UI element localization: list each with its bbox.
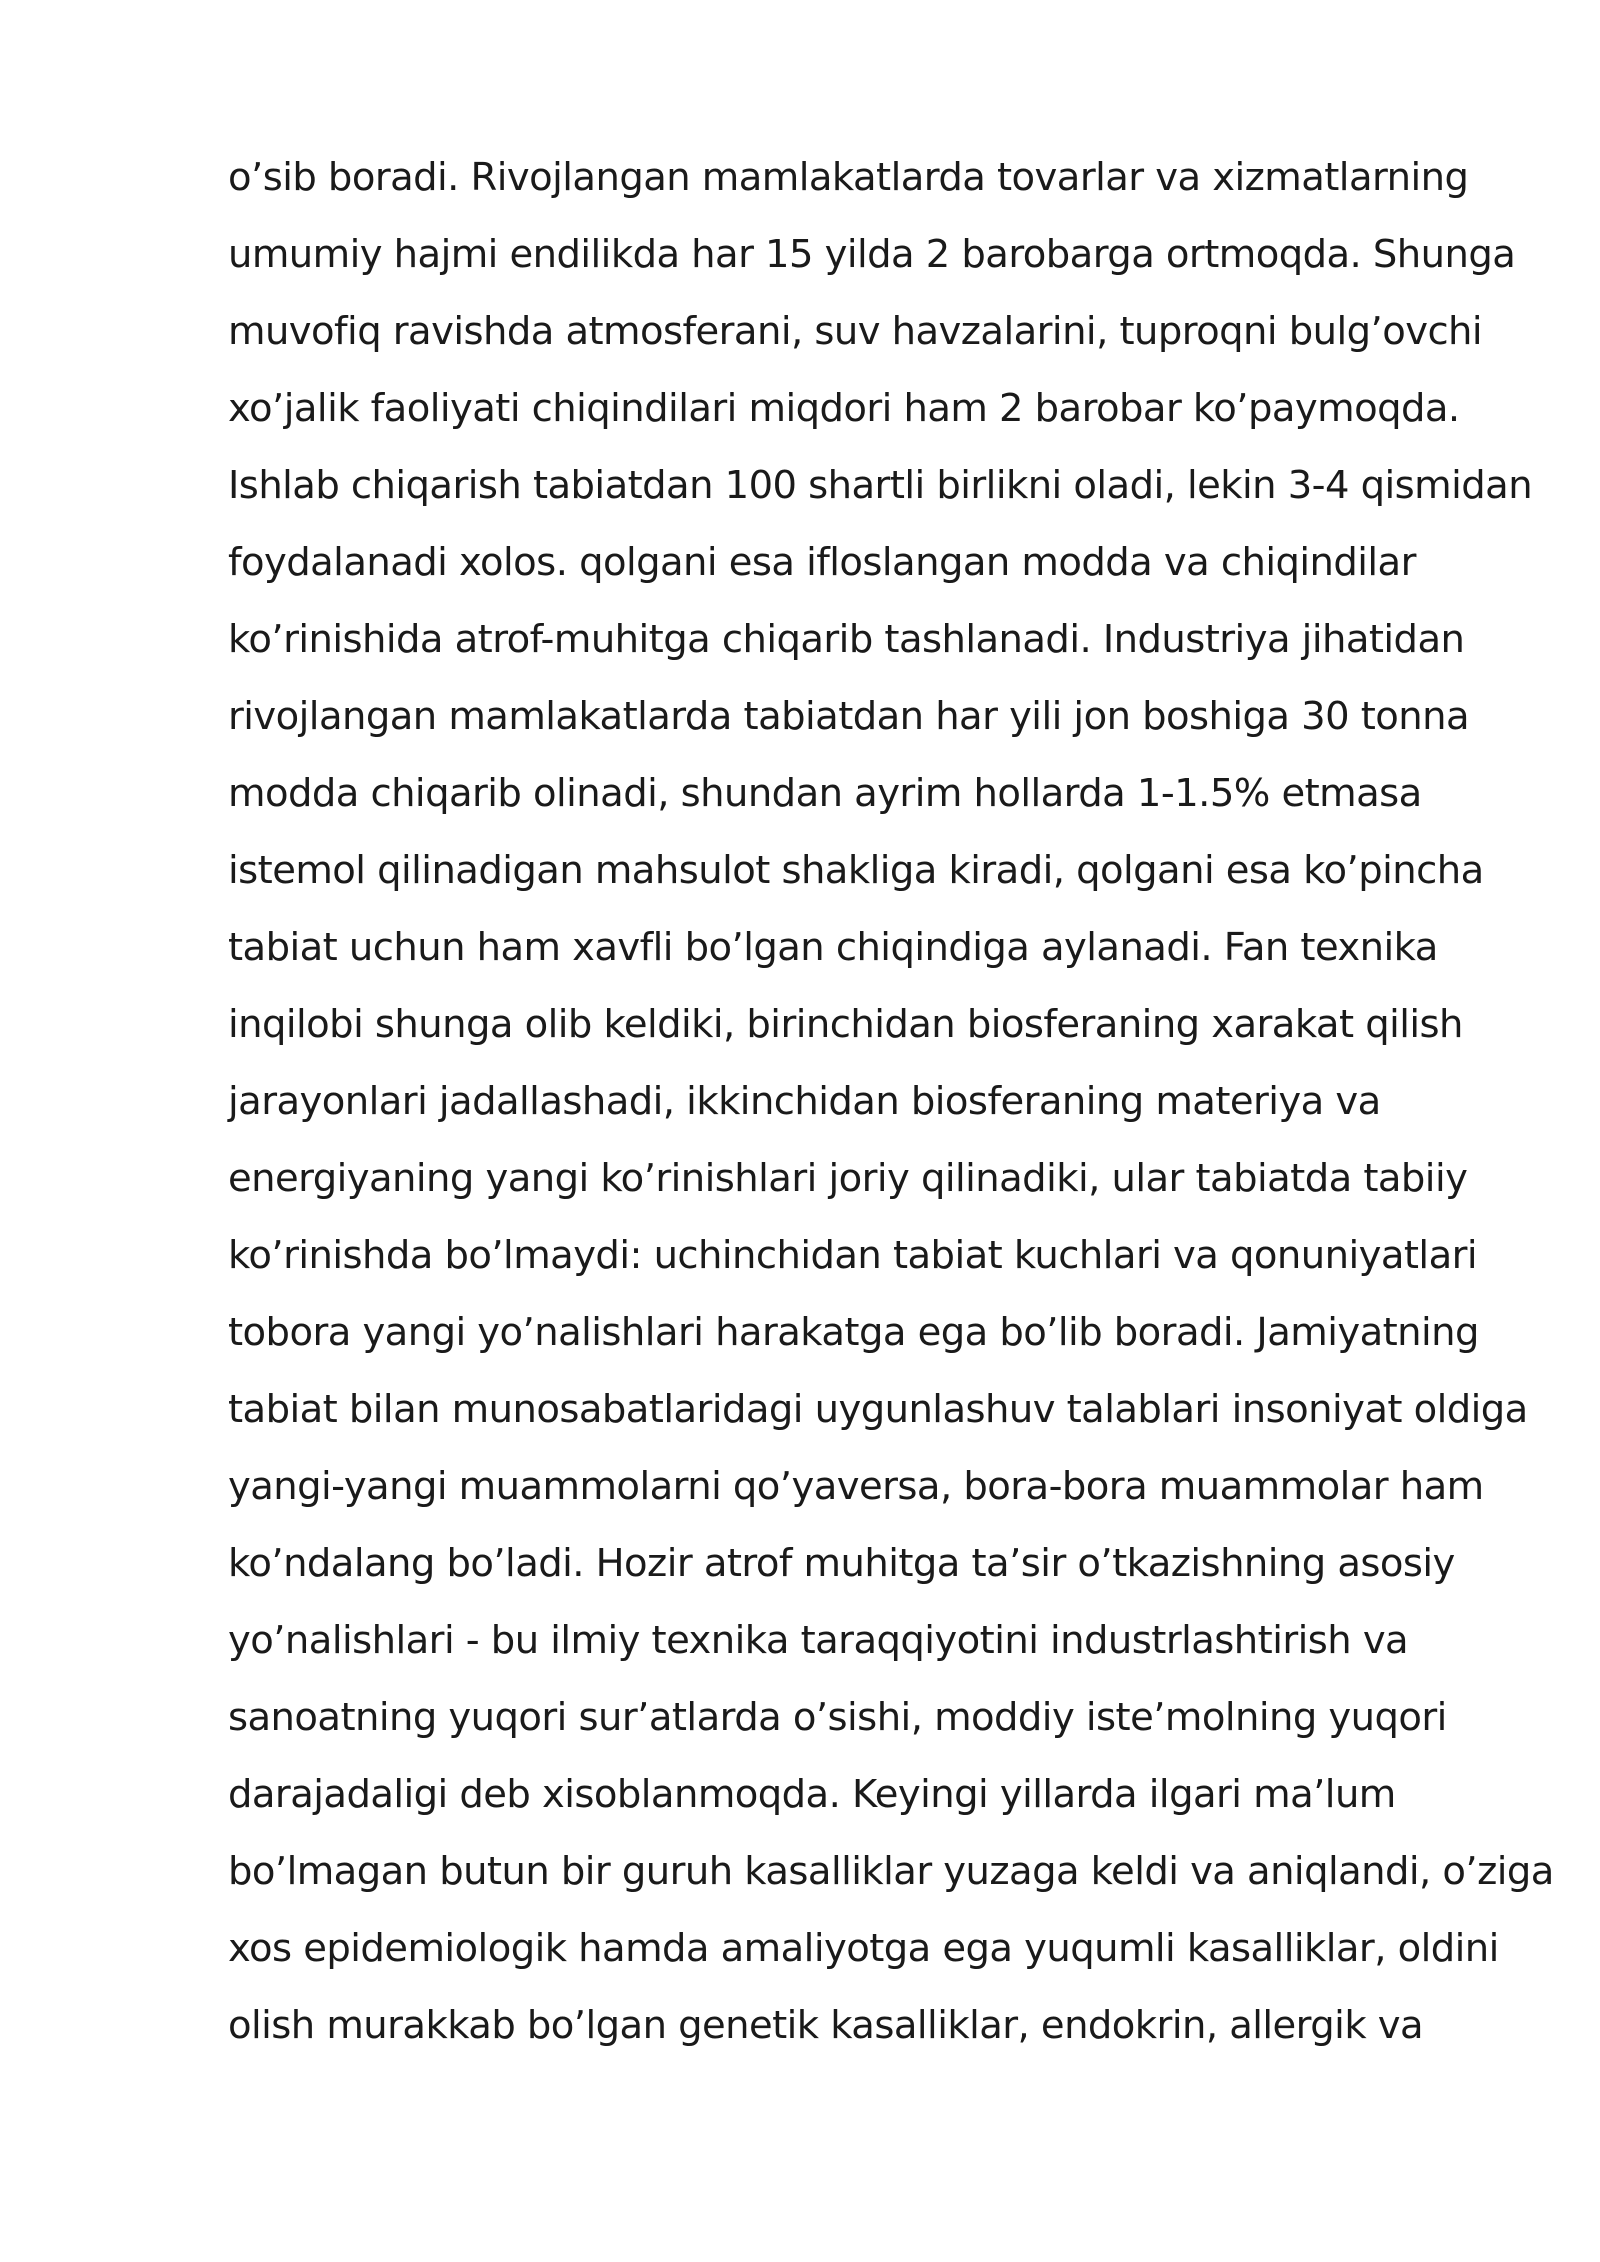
text-line: jarayonlari jadallashadi, ikkinchidan biosferaning materiya va [228, 1079, 1381, 1124]
text-line: inqilobi shunga olib keldiki, birinchidan biosferaning xarakat qilish [228, 1002, 1463, 1047]
text-line: xo’jalik faoliyati chiqindilari miqdori ham 2 barobar ko’paymoqda. [228, 386, 1460, 431]
text-line: foydalanadi xolos. qolgani esa ifloslangan modda va chiqindilar [228, 540, 1416, 585]
body-paragraph [228, 148, 1568, 2073]
text-line: yo’nalishlari - bu ilmiy texnika taraqqiyotini industrlashtirish va [228, 1618, 1409, 1663]
text-line: tobora yangi yo’nalishlari harakatga ega bo’lib boradi. Jamiyatning [228, 1310, 1479, 1355]
text-line: umumiy hajmi endilikda har 15 yilda 2 barobarga ortmoqda. Shunga [228, 232, 1516, 277]
text-line: olish murakkab bo’lgan genetik kasalliklar, endokrin, allergik va [228, 2003, 1424, 2048]
text-line: ko’rinishida atrof-muhitga chiqarib tashlanadi. Industriya jihatidan [228, 617, 1465, 662]
text-line: istemol qilinadigan mahsulot shakliga kiradi, qolgani esa ko’pincha [228, 848, 1484, 893]
text-line: Ishlab chiqarish tabiatdan 100 shartli birlikni oladi, lekin 3-4 qismidan [228, 463, 1533, 508]
text-line: modda chiqarib olinadi, shundan ayrim hollarda 1-1.5% etmasa [228, 771, 1422, 816]
text-line: darajadaligi deb xisoblanmoqda. Keyingi yillarda ilgari ma’lum [228, 1772, 1396, 1817]
text-line: ko’rinishda bo’lmaydi: uchinchidan tabiat kuchlari va qonuniyatlari [228, 1233, 1478, 1278]
text-line: ko’ndalang bo’ladi. Hozir atrof muhitga ta’sir o’tkazishning asosiy [228, 1541, 1455, 1586]
text-line: xos epidemiologik hamda amaliyotga ega yuqumli kasalliklar, oldini [228, 1926, 1499, 1971]
text-line: sanoatning yuqori sur’atlarda o’sishi, moddiy iste’molning yuqori [228, 1695, 1447, 1740]
text-line: tabiat bilan munosabatlaridagi uygunlashuv talablari insoniyat oldiga [228, 1387, 1528, 1432]
text-line: rivojlangan mamlakatlarda tabiatdan har yili jon boshiga 30 tonna [228, 694, 1470, 739]
text-line: muvofiq ravishda atmosferani, suv havzalarini, tuproqni bulg’ovchi [228, 309, 1483, 354]
text-line: o’sib boradi. Rivojlangan mamlakatlarda tovarlar va xizmatlarning [228, 155, 1469, 200]
text-line: energiyaning yangi ko’rinishlari joriy qilinadiki, ular tabiatda tabiiy [228, 1156, 1468, 1201]
text-line: bo’lmagan butun bir guruh kasalliklar yuzaga keldi va aniqlandi, o’ziga [228, 1849, 1554, 1894]
text-line: tabiat uchun ham xavfli bo’lgan chiqindiga aylanadi. Fan texnika [228, 925, 1438, 970]
text-line: yangi-yangi muammolarni qo’yaversa, bora-bora muammolar ham [228, 1464, 1484, 1509]
